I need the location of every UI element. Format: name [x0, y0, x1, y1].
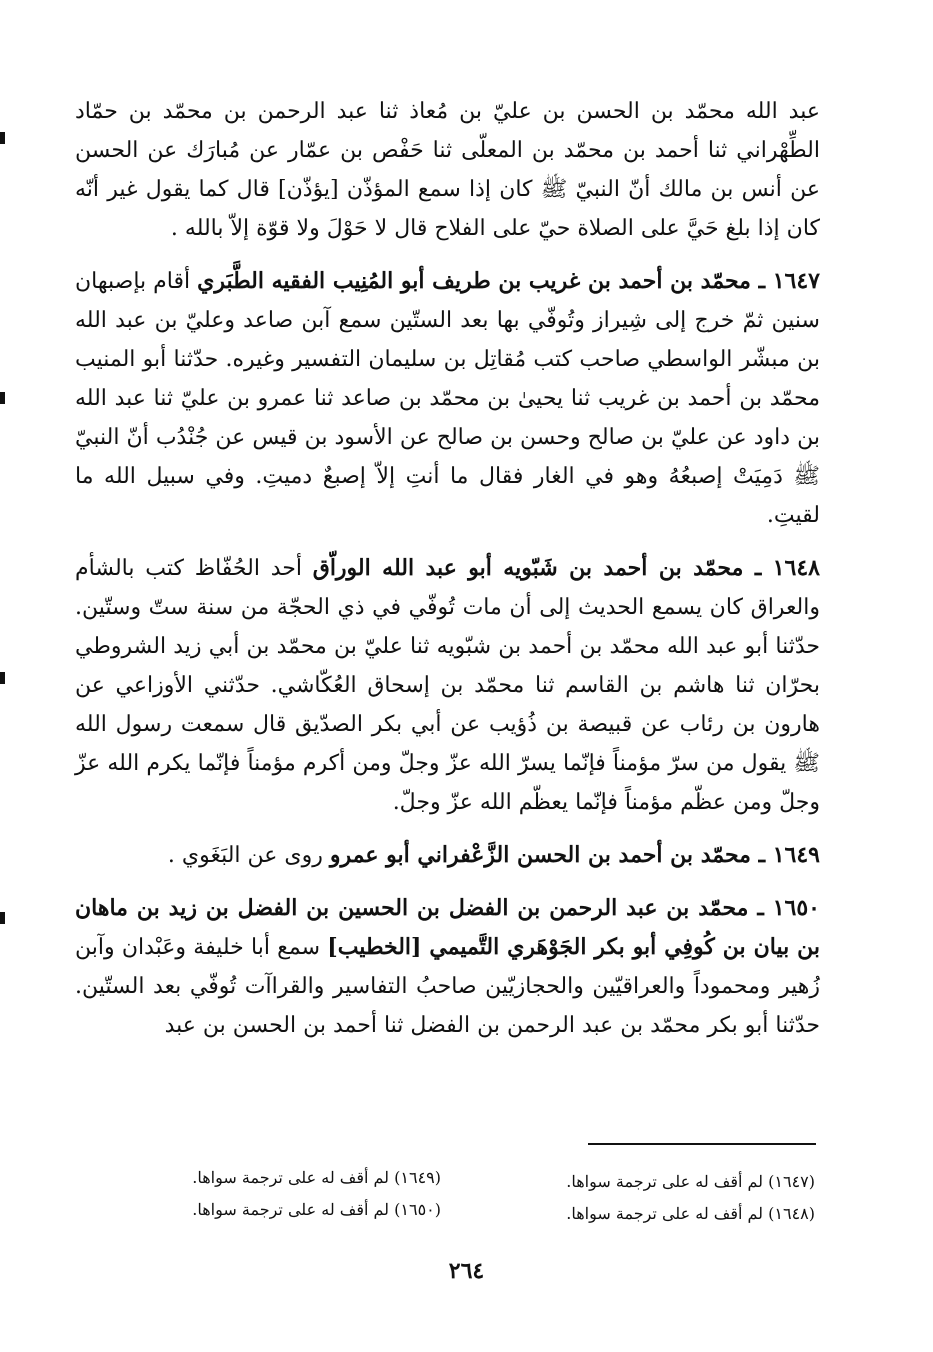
margin-mark [0, 392, 5, 404]
entry-body: أحد الحُفّاظ كتب بالشأم والعراق كان يسمع الحديث إلى أن مات تُوفّي في ذي الحجّة من سنة ستّ وستّين. حدّثنا أبو عبد الله محمّد بن أحمد بن شبّويه ثنا عليّ بن محمّد بن أبي زيد الشروطي بحرّان ثنا هاشم بن القاسم ثنا محمّد بن إسحاق العُكّاشي. حدّثني الأوزاعي عن هارون بن رئاب عن قبيصة بن ذُؤيب عن أبي بكر الصدّيق قال سمعت رسول الله ﷺ يقول من سرّ مؤمناً فإنّما يسرّ الله عزّ وجلّ ومن أكرم مؤمناً فإنّما يكرم الله عزّ وجلّ ومن عظّم مؤمناً فإنّما يعظّم الله عزّ وجلّ. [75, 556, 820, 815]
footnote-1650: (١٦٥٠) لم أقف له على ترجمة سواها. [192, 1200, 441, 1219]
entry-title: ١٦٤٩ ـ محمّد بن أحمد بن الحسن الزَّعْفراني أبو عمرو [329, 842, 820, 868]
footnote-1649: (١٦٤٩) لم أقف له على ترجمة سواها. [192, 1168, 441, 1187]
entry-title: ١٦٥٠ ـ محمّد بن عبد الرحمن بن الفضل بن الحسين بن الفضل بن زيد بن ماهان بن بيان بن كُوفِي أبو بكر الجَوْهَري التَّميمي [الخطيب] [75, 895, 820, 960]
entry-1648 [75, 549, 820, 822]
margin-mark [0, 132, 5, 144]
entry-title: ١٦٤٨ ـ محمّد بن أحمد بن شَبّويه أبو عبد الله الوراّق [312, 555, 820, 581]
page-number: ٢٦٤ [448, 1258, 485, 1284]
footnote-1647: (١٦٤٧) لم أقف له على ترجمة سواها. [566, 1172, 815, 1191]
entry-title: ١٦٤٧ ـ محمّد بن أحمد بن غريب بن طريف أبو المُنِيب الفقيه الطَّبَري [197, 268, 820, 294]
entry-1649 [75, 836, 820, 875]
entry-body: أقام بإصبهان سنين ثمّ خرج إلى شِيراز وتُوفّي بها بعد الستّين سمع آبن صاعد وعليّ بن عبد الله بن مبشّر الواسطي صاحب كتب مُقاتِل بن سليمان التفسير وغيره. حدّثنا أبو المنيب محمّد بن أحمد بن غريب ثنا يحيىٰ بن محمّد بن صاعد ثنا عمرو بن عليّ ثنا عبد الله بن داود عن عليّ بن صالح وحسن بن صالح عن الأسود بن قيس عن جُنْدُب أنّ النبيّ ﷺ دَمِيَتْ إصبعُهُ وهو في الغار فقال ما أنتِ إلاّ إصبعٌ دميتِ. وفي سبيل الله ما لقيتِ. [75, 269, 820, 528]
footnote-1648: (١٦٤٨) لم أقف له على ترجمة سواها. [566, 1204, 815, 1223]
margin-mark [0, 912, 5, 924]
entry-body: سمع أبا خليفة وعَبْدان وآبن زُهير ومحموداً والعراقيّين والحجازيّين صاحبُ التفاسير والقراآت تُوفّي بعد الستّين. حدّثنا أبو بكر محمّد بن عبد الرحمن بن الفضل ثنا أحمد بن الحسن بن عبد [75, 935, 820, 1038]
footnote-divider [588, 1143, 816, 1145]
entry-body: روى عن البَغَوي . [167, 843, 330, 868]
margin-mark [0, 672, 5, 684]
main-text [75, 92, 820, 1045]
entry-1650 [75, 889, 820, 1045]
entry-1647 [75, 262, 820, 535]
continuation-paragraph: عبد الله محمّد بن الحسن بن عليّ بن مُعاذ ثنا عبد الرحمن بن محمّد بن حمّاد الطِّهْراني ثنا أحمد بن محمّد بن المعلّى ثنا حَفْص بن عمّار عن مُبارَك عن الحسن عن أنس بن مالك أنّ النبيّ ﷺ كان إذا سمع المؤذّن [يؤذّن] قال كما يقول غير أنّه كان إذا بلغ حَيَّ على الصلاة حيّ على الفلاح قال لا حَوْلَ ولا قوّة إلاّ بالله . [75, 99, 820, 241]
